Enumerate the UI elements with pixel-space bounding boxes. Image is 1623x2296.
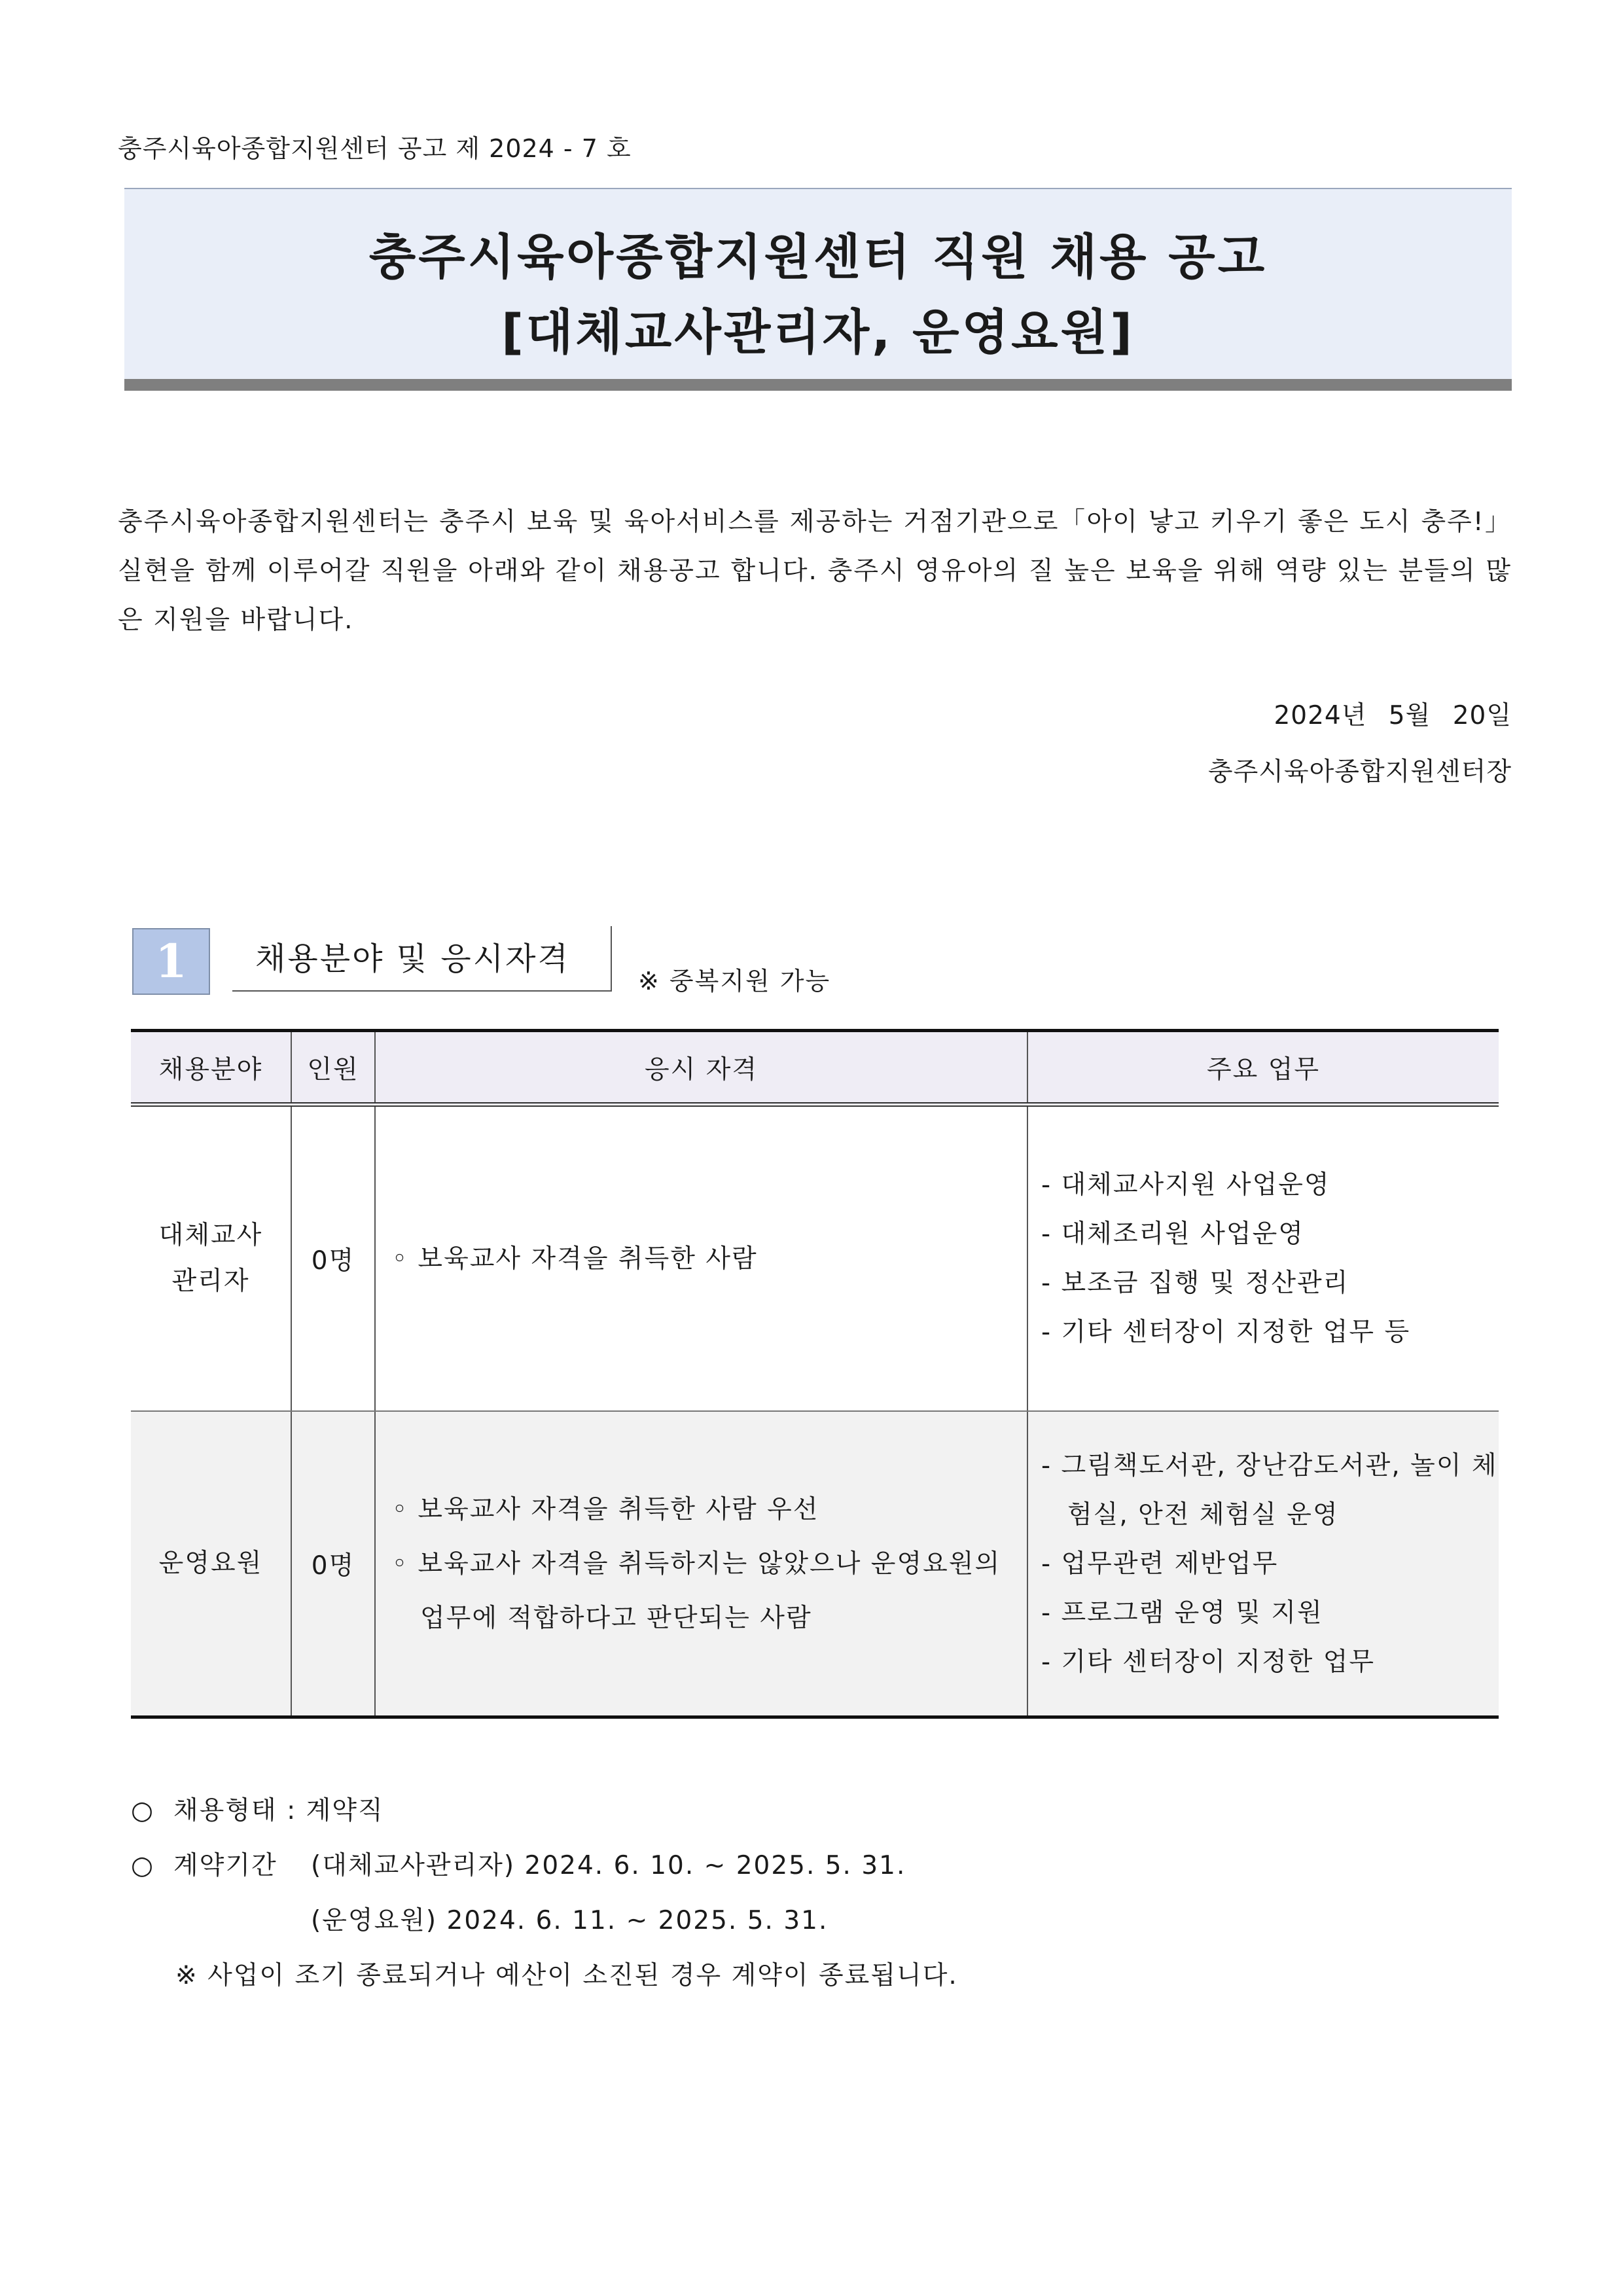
signer-name: 충주시육아종합지원센터장 xyxy=(1207,757,1512,787)
duty-cell xyxy=(1027,1411,1499,1717)
header-qualifications: 응시 자격 xyxy=(375,1031,1027,1105)
qualification-item: ◦ 보육교사 자격을 취득한 사람 xyxy=(392,1244,758,1274)
section-number-badge: 1 xyxy=(132,928,210,995)
announcement-date: 2024년 5월 20일 xyxy=(1274,701,1512,730)
duty-item: - 보조금 집행 및 정산관리 xyxy=(1041,1268,1349,1298)
field-name-line2: 관리자 xyxy=(171,1266,250,1296)
table-header-row xyxy=(131,1031,1499,1105)
header-field: 채용분야 xyxy=(131,1031,291,1105)
count-cell: 0명 xyxy=(291,1411,375,1717)
section-title: 채용분야 및 응시자격 xyxy=(232,926,612,992)
qualification-cell xyxy=(375,1411,1027,1717)
employment-type: 채용형태 : 계약직 xyxy=(173,1796,384,1825)
field-name-line1: 운영요원 xyxy=(158,1549,263,1578)
table-row xyxy=(131,1411,1499,1717)
field-cell xyxy=(131,1411,291,1717)
employment-terms xyxy=(131,1784,958,2003)
page-subtitle: [대체교사관리자, 운영요원] xyxy=(501,304,1135,361)
duty-item: - 프로그램 운영 및 지원 xyxy=(1041,1598,1323,1628)
circle-bullet-icon: ○ xyxy=(131,1796,155,1825)
intro-paragraph: 충주시육아종합지원센터는 충주시 보육 및 육아서비스를 제공하는 거점기관으로「아이 낳고 키우기 좋은 도시 충주!」실현을 함께 이루어갈 직원을 아래와 같이 채용공고 합니다. 충주시 영유아의 질 높은 보육을 위해 역량 있는 분들의 많은 지원을 바랍니다. xyxy=(118,507,1512,635)
contract-period-2: (운영요원) 2024. 6. 11. ~ 2025. 5. 31. xyxy=(311,1906,829,1935)
duty-item: - 그림책도서관, 장난감도서관, 놀이 체험실, 안전 체험실 운영 xyxy=(1041,1450,1498,1530)
circle-bullet-icon: ○ xyxy=(131,1851,155,1880)
title-banner xyxy=(124,188,1512,391)
contract-label: 계약기간 xyxy=(173,1851,277,1880)
contract-period-1: (대체교사관리자) 2024. 6. 10. ~ 2025. 5. 31. xyxy=(311,1851,906,1880)
duty-item: - 업무관련 제반업무 xyxy=(1041,1549,1279,1579)
employment-type-row xyxy=(131,1784,958,1839)
contract-period-row xyxy=(131,1839,958,1893)
section-note: ※ 중복지원 가능 xyxy=(638,967,831,996)
qualification-item: ◦ 보육교사 자격을 취득한 사람 우선 xyxy=(392,1494,819,1524)
duty-item: - 대체조리원 사업운영 xyxy=(1041,1219,1304,1249)
document-number: 충주시육아종합지원센터 공고 제 2024 - 7 호 xyxy=(118,134,632,163)
field-cell xyxy=(131,1105,291,1412)
header-count: 인원 xyxy=(291,1031,375,1105)
table-row xyxy=(131,1105,1499,1412)
duty-item: - 기타 센터장이 지정한 업무 등 xyxy=(1041,1318,1411,1347)
header-duties: 주요 업무 xyxy=(1027,1031,1499,1105)
field-name-line1: 대체교사 xyxy=(158,1221,263,1250)
recruitment-table xyxy=(131,1029,1499,1719)
qualification-cell xyxy=(375,1105,1027,1412)
page-title: 충주시육아종합지원센터 직원 채용 공고 xyxy=(368,229,1268,285)
contract-note: ※ 사업이 조기 종료되거나 예산이 소진된 경우 계약이 종료됩니다. xyxy=(175,1961,958,1990)
duty-item: - 기타 센터장이 지정한 업무 xyxy=(1041,1647,1376,1677)
duty-cell xyxy=(1027,1105,1499,1412)
count-cell: 0명 xyxy=(291,1105,375,1412)
qualification-item: ◦ 보육교사 자격을 취득하지는 않았으나 운영요원의 업무에 적합하다고 판단되는 사람 xyxy=(392,1549,1001,1633)
duty-item: - 대체교사지원 사업운영 xyxy=(1041,1170,1330,1200)
